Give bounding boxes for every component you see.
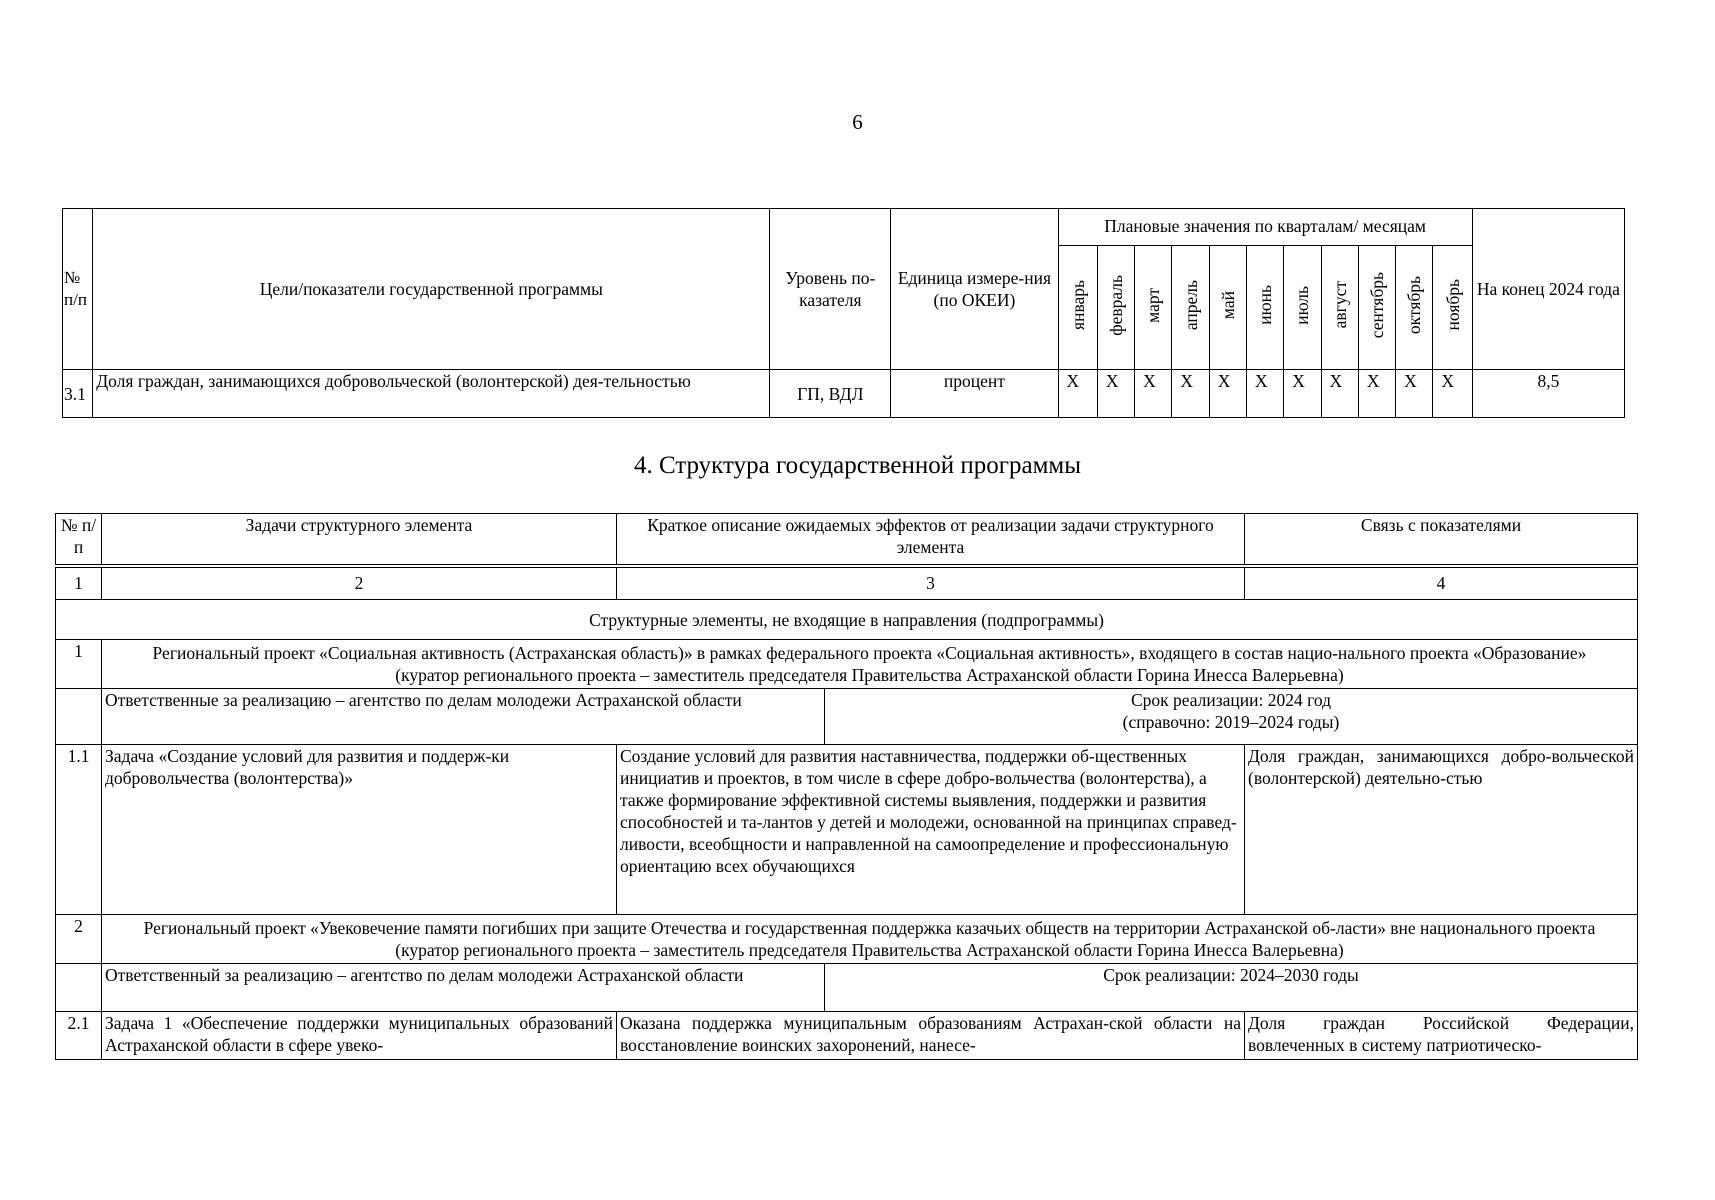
month-march: март bbox=[1143, 287, 1164, 323]
project-responsible: Ответственные за реализацию – агентство по делам молодежи Астраханской области bbox=[102, 689, 825, 745]
row-goal: Доля граждан, занимающихся добровольческой (волонтерской) дея-тельностью bbox=[93, 370, 770, 418]
project-curator: (куратор регионального проекта – заместитель председателя Правительства Астраханской области Горина Инесса Валерьевна) bbox=[395, 665, 1344, 685]
project-num: 2 bbox=[56, 915, 102, 964]
month-november: ноябрь bbox=[1442, 279, 1463, 331]
task-text: Задача «Создание условий для развития и поддерж-ки добровольчества (волонтерства)» bbox=[102, 745, 617, 915]
header-link: Связь с показателями bbox=[1245, 514, 1638, 566]
row-end-value: 8,5 bbox=[1472, 370, 1624, 418]
task-num: 2.1 bbox=[56, 1012, 102, 1060]
row-mark: X bbox=[1135, 370, 1172, 418]
header-num: № п/п bbox=[56, 514, 102, 566]
month-may: май bbox=[1217, 290, 1238, 320]
task-effect: Оказана поддержка муниципальным образованиям Астрахан-ской области на восстановление воинских захоронений, нанесе- bbox=[617, 1012, 1245, 1060]
project-curator: (куратор регионального проекта – заместитель председателя Правительства Астраханской области Горина Инесса Валерьевна) bbox=[395, 940, 1344, 960]
row-mark: X bbox=[1433, 370, 1472, 418]
project-title: Региональный проект «Увековечение памяти погибших при защите Отечества и государственная поддержка казачьих обществ на территории Астраханской об-ласти» вне национального проекта bbox=[143, 918, 1596, 938]
col-number: 2 bbox=[102, 566, 617, 600]
task-effect: Создание условий для развития наставничества, поддержки об-щественных инициатив и проектов, в том числе в сфере добро-вольчества (волонтерства), а также формирование эффективной системы выявления, поддержки и развития способностей и та-лантов у детей и молодежи, основанной на принципах справед-ливости, всеобщности и направленной на самоопределение и профессиональную ориентацию всех обучающихся bbox=[617, 745, 1245, 915]
header-planned: Плановые значения по кварталам/ месяцам bbox=[1058, 209, 1472, 246]
month-february: февраль bbox=[1105, 274, 1126, 336]
row-unit: процент bbox=[891, 370, 1058, 418]
page-number: 6 bbox=[852, 110, 863, 134]
col-number: 1 bbox=[56, 566, 102, 600]
empty-cell bbox=[56, 689, 102, 745]
row-level: ГП, ВДЛ bbox=[770, 370, 891, 418]
project-term: Срок реализации: 2024 год bbox=[1130, 690, 1332, 710]
header-unit: Единица измере-ния (по ОКЕИ) bbox=[891, 209, 1058, 370]
structure-table bbox=[55, 513, 1638, 1060]
month-october: октябрь bbox=[1404, 275, 1425, 335]
header-num: № п/п bbox=[63, 209, 93, 370]
section-label: Структурные элементы, не входящие в направления (подпрограммы) bbox=[56, 600, 1638, 640]
row-mark: X bbox=[1358, 370, 1395, 418]
col-number: 4 bbox=[1245, 566, 1638, 600]
empty-cell bbox=[56, 964, 102, 1012]
header-level: Уровень по-казателя bbox=[770, 209, 891, 370]
row-mark: X bbox=[1058, 370, 1097, 418]
header-tasks: Задачи структурного элемента bbox=[102, 514, 617, 566]
project-title: Региональный проект «Социальная активность (Астраханская область)» в рамках федерального проекта «Социальная активность», входящего в состав нацио-нального проекта «Образование» bbox=[152, 643, 1587, 663]
task-text: Задача 1 «Обеспечение поддержки муниципальных образований Астраханской области в сфере увеко- bbox=[102, 1012, 617, 1060]
project-responsible: Ответственный за реализацию – агентство по делам молодежи Астраханской области bbox=[102, 964, 825, 1012]
task-link: Доля граждан Российской Федерации, вовлеченных в систему патриотическо- bbox=[1245, 1012, 1638, 1060]
month-january: январь bbox=[1067, 280, 1088, 330]
month-september: сентябрь bbox=[1366, 271, 1387, 339]
month-april: апрель bbox=[1180, 279, 1201, 331]
row-mark: X bbox=[1284, 370, 1321, 418]
row-mark: X bbox=[1246, 370, 1283, 418]
row-mark: X bbox=[1209, 370, 1246, 418]
indicators-table bbox=[62, 208, 1625, 418]
header-effects: Краткое описание ожидаемых эффектов от реализации задачи структурного элемента bbox=[617, 514, 1245, 566]
row-num: 3.1 bbox=[63, 370, 93, 418]
header-goals: Цели/показатели государственной программы bbox=[93, 209, 770, 370]
row-mark: X bbox=[1321, 370, 1358, 418]
row-mark: X bbox=[1172, 370, 1209, 418]
task-link: Доля граждан, занимающихся добро-вольческой (волонтерской) деятельно-стью bbox=[1245, 745, 1638, 915]
task-num: 1.1 bbox=[56, 745, 102, 915]
header-end: На конец 2024 года bbox=[1472, 209, 1624, 370]
project-num: 1 bbox=[56, 640, 102, 689]
month-august: август bbox=[1329, 281, 1350, 329]
month-july: июль bbox=[1292, 285, 1313, 325]
section-title: 4. Структура государственной программы bbox=[633, 452, 1082, 479]
project-term-note: (справочно: 2019–2024 годы) bbox=[1122, 712, 1340, 732]
row-mark: X bbox=[1396, 370, 1433, 418]
month-june: июнь bbox=[1255, 285, 1276, 325]
project-term: Срок реализации: 2024–2030 годы bbox=[825, 964, 1638, 1012]
col-number: 3 bbox=[617, 566, 1245, 600]
row-mark: X bbox=[1097, 370, 1134, 418]
